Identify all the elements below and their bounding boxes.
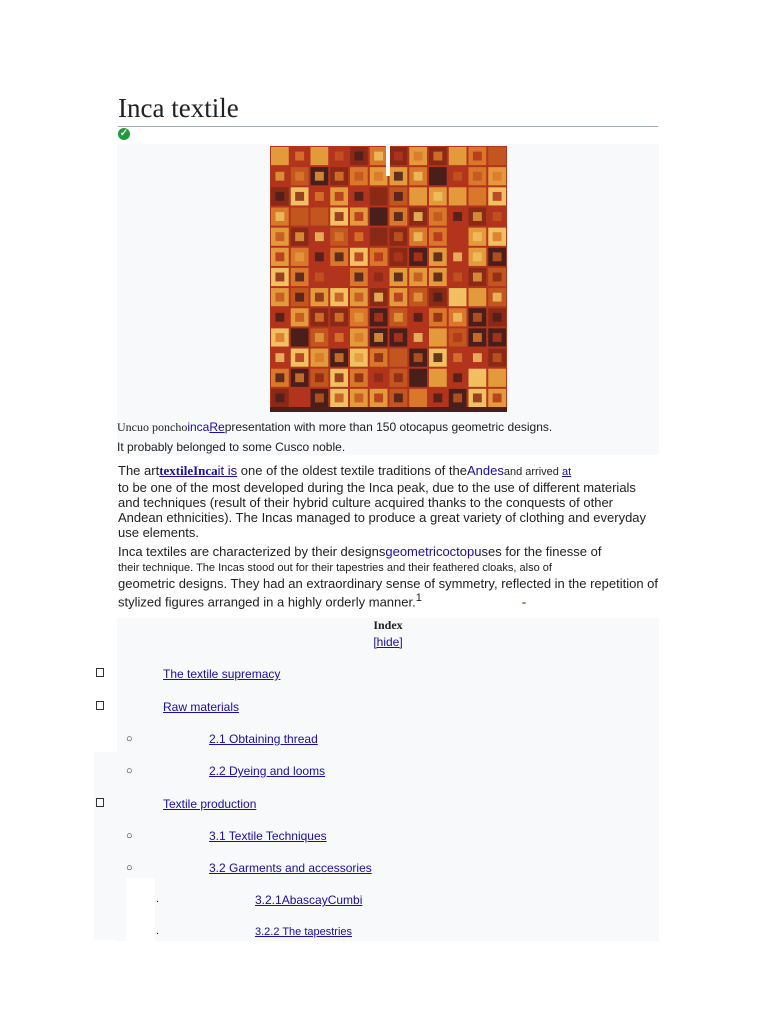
toc-item-abasca-cumbi[interactable]: 3.2.1AbascayCumbi xyxy=(255,893,363,907)
link-octopuses[interactable]: octopu xyxy=(442,544,482,559)
toc-item-raw-materials[interactable]: Raw materials xyxy=(163,700,240,714)
toc-bullet-dot-icon: . xyxy=(156,893,160,905)
caption-text: Uncuo poncho xyxy=(117,420,188,434)
intro-paragraph xyxy=(118,463,658,540)
toc-item-textile-techniques[interactable]: 3.1 Textile Techniques xyxy=(209,829,327,843)
toc-bullet-circle-icon: ○ xyxy=(126,830,133,842)
poncho-image[interactable] xyxy=(270,146,507,412)
link-inca[interactable]: Inca xyxy=(193,463,218,478)
text: geometric designs. They had an extraordinary sense of symmetry, reflected in the repetition of stylized figures arranged in a highly orderly manner. xyxy=(118,576,659,610)
reference-mark[interactable]: 1 xyxy=(415,592,422,604)
text: The art xyxy=(118,463,160,478)
toc-bullet-square-icon xyxy=(96,798,104,810)
link-at[interactable]: at xyxy=(561,466,572,478)
toc-title: Index xyxy=(373,618,403,632)
caption-link-inca[interactable]: inca xyxy=(187,420,210,434)
toc-bullet-square-icon xyxy=(96,668,104,680)
text: their technique. The Incas stood out for their tapestries and their feathered cloaks, also of xyxy=(118,562,552,574)
figure-caption-line2: It probably belonged to some Cusco noble. xyxy=(117,440,346,454)
caption-link-re[interactable]: Re xyxy=(209,420,225,434)
figure-caption xyxy=(117,420,552,435)
link-it-is[interactable]: it is xyxy=(217,463,238,478)
toc-item-obtaining-thread[interactable]: 2.1 Obtaining thread xyxy=(209,732,318,746)
toc-hide-link[interactable] xyxy=(117,635,659,649)
toc-bullet-circle-icon: ○ xyxy=(126,733,133,745)
text: and arrived xyxy=(503,466,562,478)
link-trailing[interactable]: - xyxy=(521,594,527,610)
link-andes[interactable]: Andes xyxy=(466,463,504,478)
text: one of the oldest textile traditions of the xyxy=(237,463,467,478)
hide-link[interactable]: [hide] xyxy=(373,635,403,649)
toc-item-textile-production[interactable]: Textile production xyxy=(163,797,257,811)
caption-rest: presentation with more than 150 otocapus geometric designs. xyxy=(224,420,553,434)
text: Inca textiles are characterized by their designs xyxy=(118,544,386,559)
page-title: Inca textile xyxy=(118,92,658,127)
toc-item-garments[interactable]: 3.2 Garments and accessories xyxy=(209,861,372,875)
toc-left-strip xyxy=(94,752,126,940)
toc-item-textile-supremacy[interactable]: The textile supremacy xyxy=(163,667,281,681)
toc-bullet-square-icon xyxy=(96,701,104,713)
link-textile[interactable]: textile xyxy=(159,463,194,478)
verified-check-icon: ✓ xyxy=(119,128,129,139)
toc-bullet-circle-icon: ○ xyxy=(126,862,133,874)
link-geometric[interactable]: geometric xyxy=(385,544,443,559)
toc-bullet-circle-icon: ○ xyxy=(126,765,133,777)
second-paragraph xyxy=(118,544,658,609)
text: to be one of the most developed during the Inca peak, due to the use of different materials and techniques (result of their hybrid culture acquired thanks to the conquests of other Andean ethnicities). The Incas managed to produce a great variety of clothing and everyday use elements. xyxy=(118,480,647,540)
toc-bullet-dot-icon: . xyxy=(156,925,160,937)
toc-notch xyxy=(126,878,155,942)
toc-item-tapestries[interactable]: 3.2.2 The tapestries xyxy=(255,926,353,938)
toc-item-dyeing-looms[interactable]: 2.2 Dyeing and looms xyxy=(209,764,326,778)
text: ses for the finesse of xyxy=(481,544,602,559)
